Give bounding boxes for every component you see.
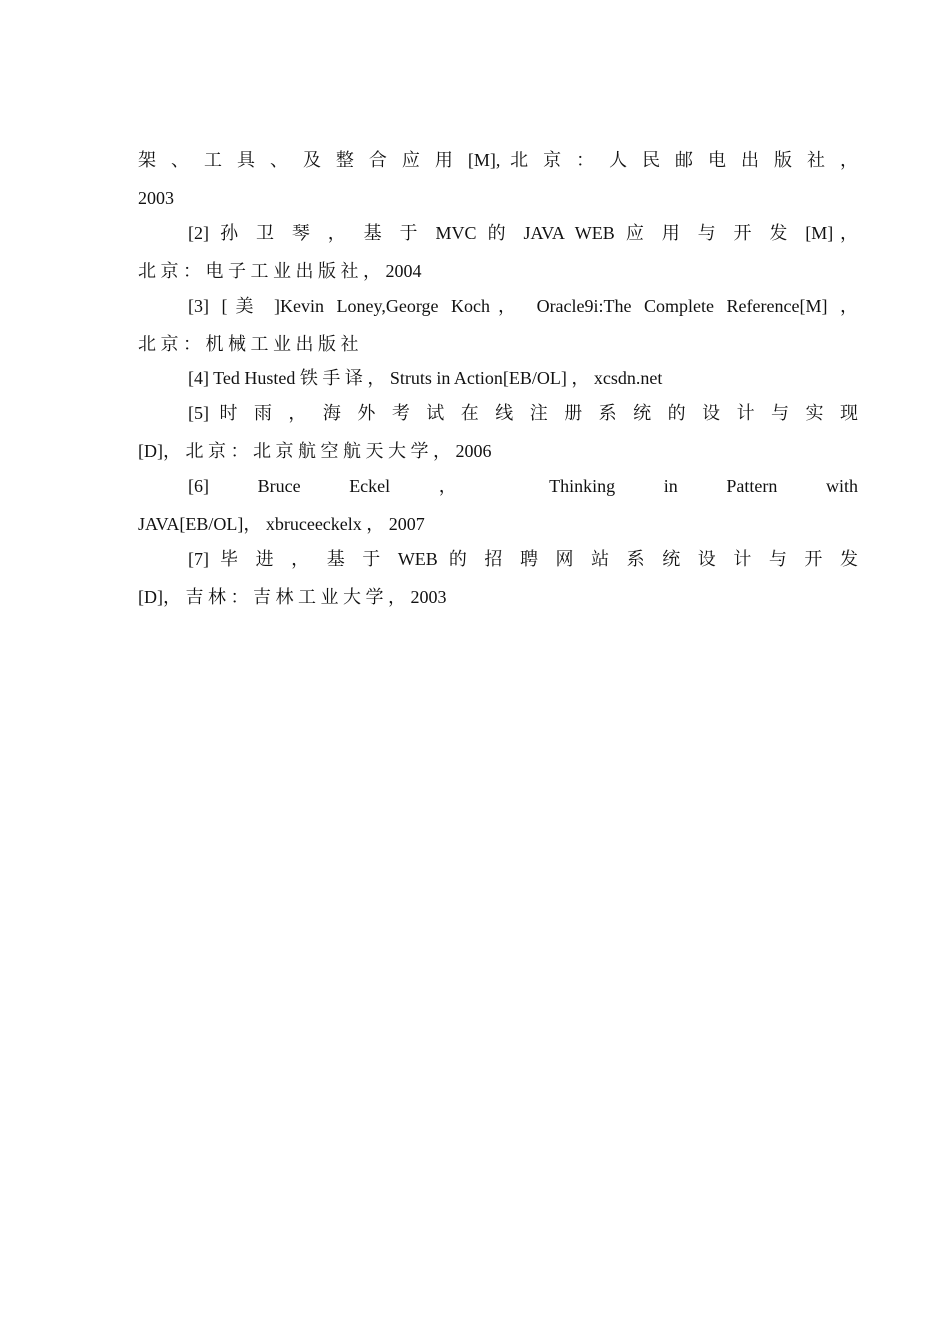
reference-7-line-2: [D]， 吉 林 ： 吉 林 工 业 大 学 ， 2003 xyxy=(138,587,447,607)
reference-2-line-1: [2] 孙 卫 琴 ， 基 于 MVC 的 JAVA WEB 应 用 与 开 发 [M]， xyxy=(188,223,858,243)
reference-5-line-1: [5] 时 雨 ， 海 外 考 试 在 线 注 册 系 统 的 设 计 与 实 现 xyxy=(188,403,858,423)
reference-2-line-2: 北 京 ： 电 子 工 业 出 版 社 ， 2004 xyxy=(138,261,422,281)
reference-6-line-1: [6] Bruce Eckel ， Thinking in Pattern with xyxy=(188,476,858,496)
reference-3-line-2: 北 京 ： 机 械 工 业 出 版 社 xyxy=(138,334,359,354)
reference-3-line-1: [3] [美 ]Kevin Loney,George Koch， Oracle9i:The Complete Reference[M] ， xyxy=(188,296,858,316)
reference-1-year-line: 2003 xyxy=(138,188,174,208)
reference-5-line-2: [D]， 北 京 ： 北 京 航 空 航 天 大 学 ， 2006 xyxy=(138,441,492,461)
reference-4-line: [4] Ted Husted 铁 手 译 ， Struts in Action[EB/OL] ， xcsdn.net xyxy=(188,368,663,388)
reference-7-line-1: [7] 毕 进 ， 基 于 WEB 的 招 聘 网 站 系 统 设 计 与 开 发 xyxy=(188,549,858,569)
reference-1-continuation-line: 架 、 工 具 、 及 整 合 应 用 [M], 北 京 ： 人 民 邮 电 出 版 社 ， xyxy=(138,150,858,170)
reference-6-line-2: JAVA[EB/OL]， xbruceeckelx ， 2007 xyxy=(138,514,425,534)
